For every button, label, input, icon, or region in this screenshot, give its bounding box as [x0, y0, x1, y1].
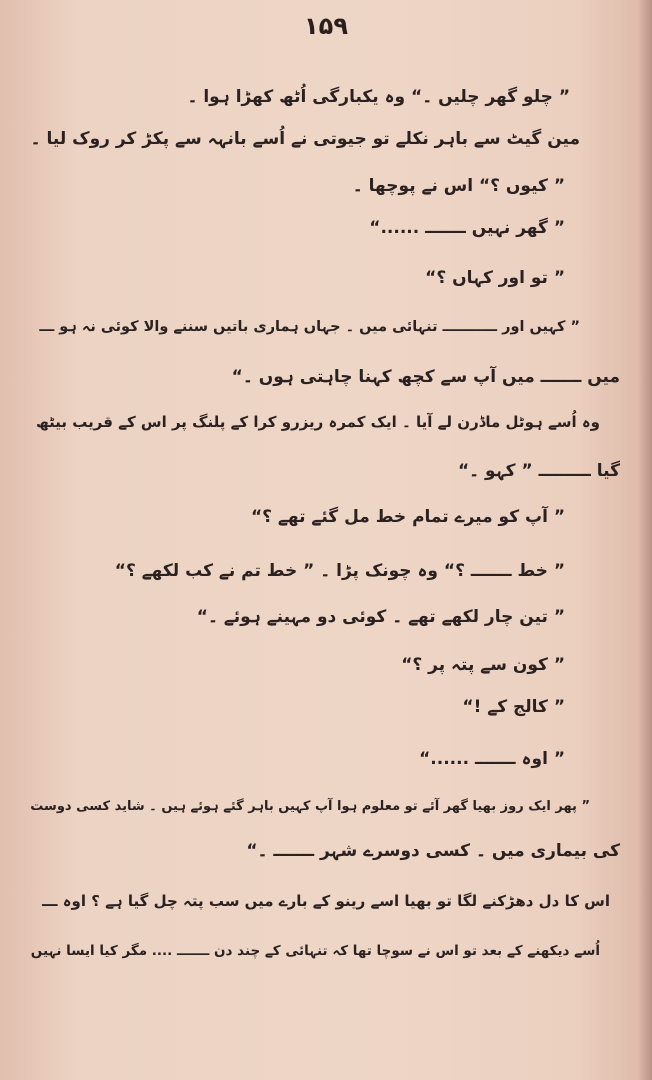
text-line: ” خط ـــــــ ؟“ وہ چونک پڑا ۔ ” خط تم نے کب لکھے ؟“	[114, 561, 565, 581]
text-line: اس کا دل دھڑکنے لگا تو بھیا اسے رینو کے بارے میں سب پتہ چل گیا ہے ؟ اوہ ـــ	[42, 892, 610, 910]
text-line: ” تو اور کہاں ؟“	[425, 268, 565, 288]
text-line: ” گھر نہیں ـــــــ ......“	[369, 218, 565, 238]
text-line: اُسے دیکھنے کے بعد تو اس نے سوچا تھا کہ تنہائی کے چند دن ـــــــ .... مگر کیا ایسا نہیں	[30, 943, 600, 959]
page-number: ۱۵۹	[304, 12, 348, 40]
text-line: ” تین چار لکھے تھے ۔ کوئی دو مہینے ہوئے ۔“	[196, 607, 565, 627]
text-line: ” اوہ ـــــــ ......“	[419, 749, 565, 769]
page-spine-shadow	[638, 0, 652, 1080]
text-line: وہ اُسے ہوٹل ماڈرن لے آیا ۔ ایک کمرہ ریزرو کرا کے پلنگ پر اس کے قریب بیٹھ	[35, 413, 600, 431]
text-line: ” کہیں اور ـــــــــــ تنہائی میں ۔ جہاں ہماری باتیں سننے والا کوئی نہ ہو ـــ	[39, 319, 580, 335]
text-line: ” کون سے پتہ پر ؟“	[401, 655, 565, 675]
text-line: ” کالج کے !“	[462, 697, 565, 717]
text-line: میں ـــــــ میں آپ سے کچھ کہنا چاہتی ہوں ۔“	[231, 367, 620, 387]
text-line: ” پھر ایک روز بھیا گھر آئے تو معلوم ہوا آپ کہیں باہر گئے ہوئے ہیں ۔ شاید کسی دوست	[30, 799, 590, 814]
text-line: مین گیٹ سے باہر نکلے تو جیوتی نے اُسے بانہہ سے پکڑ کر روک لیا ۔	[30, 129, 580, 149]
text-line: ” کیوں ؟“ اس نے پوچھا ۔	[352, 176, 565, 196]
text-line: ” آپ کو میرے تمام خط مل گئے تھے ؟“	[250, 507, 565, 527]
text-line: کی بیماری میں ۔ کسی دوسرے شہر ـــــــ ۔“	[246, 841, 620, 861]
text-line: ” چلو گھر چلیں ۔“ وہ یکبارگی اُٹھ کھڑا ہوا ۔	[187, 87, 570, 107]
text-line: گیا ـــــــــ ” کہو ۔“	[458, 461, 620, 481]
